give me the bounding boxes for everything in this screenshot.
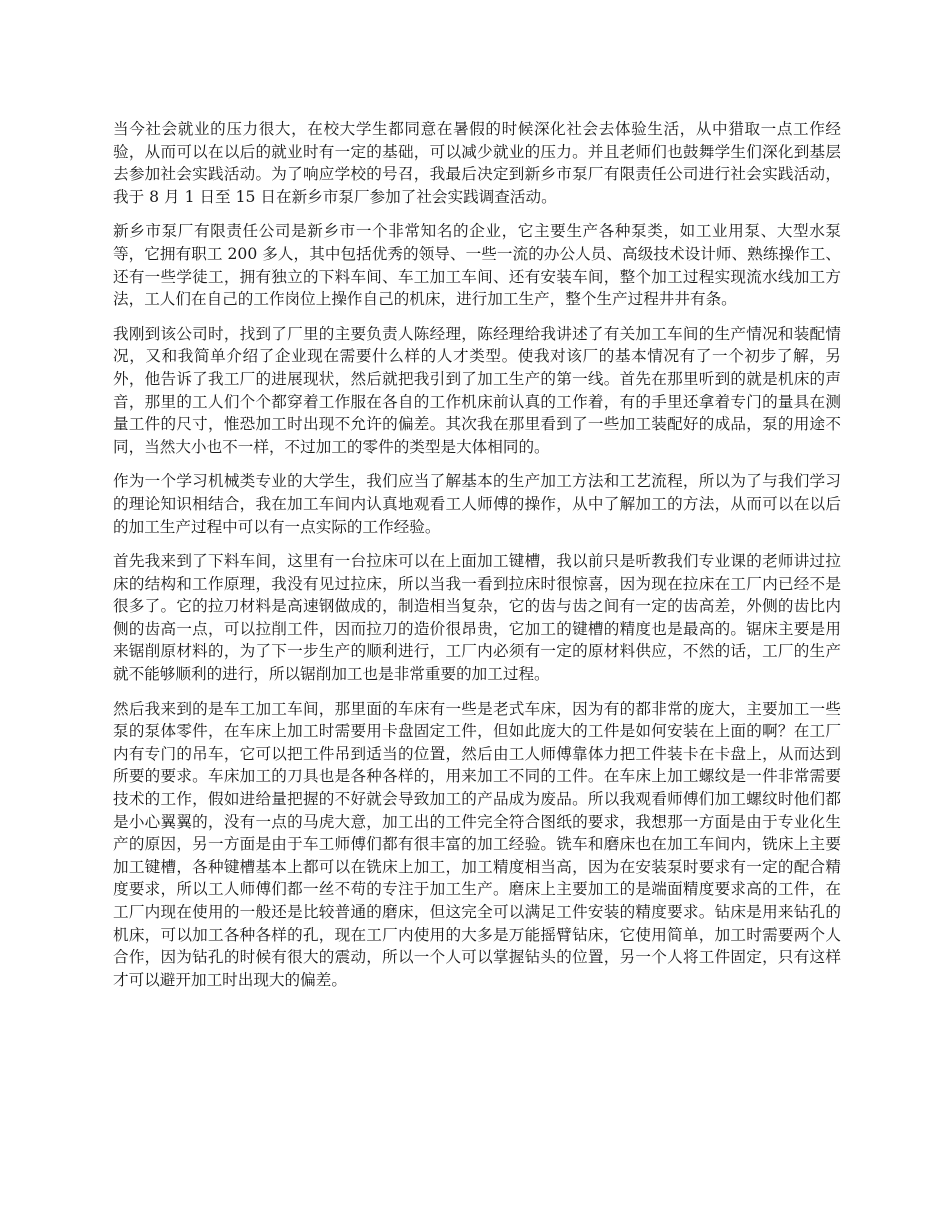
paragraph-purpose: 作为一个学习机械类专业的大学生，我们应当了解基本的生产加工方法和工艺流程，所以为了与我们学习的理论知识相结合，我在加工车间内认真地观看工人师傅的操作，从中了解加工的方法，从而可以在以后的加工生产过程中可以有一点实际的工作经验。 xyxy=(113,472,841,536)
paragraph-arrival: 我刚到该公司时，找到了厂里的主要负责人陈经理，陈经理给我讲述了有关加工车间的生产情况和装配情况，又和我简单介绍了企业现在需要什么样的人才类型。使我对该厂的基本情况有了一个初步了解，另外，他告诉了我工厂的进展现状，然后就把我引到了加工生产的第一线。首先在那里听到的就是机床的声音，那里的工人们个个都穿着工作服在各自的工作机床前认真的工作着，有的手里还拿着专门的量具在测量工件的尺寸，惟恐加工时出现不允许的偏差。其次我在那里看到了一些加工装配好的成品，泵的用途不同，当然大小也不一样，不过加工的零件的类型是大体相同的。 xyxy=(113,324,841,456)
document-body xyxy=(113,118,841,1003)
paragraph-cutting-workshop: 首先我来到了下料车间，这里有一台拉床可以在上面加工键槽，我以前只是听教我们专业课的老师讲过拉床的结构和工作原理，我没有见过拉床，所以当我一看到拉床时很惊喜，因为现在拉床在工厂内已经不是很多了。它的拉刀材料是高速钢做成的，制造相当复杂，它的齿与齿之间有一定的齿高差，外侧的齿比内侧的齿高一点，可以拉削工件，因而拉刀的造价很昂贵，它加工的键槽的精度也是最高的。锯床主要是用来锯削原材料的，为了下一步生产的顺利进行，工厂内必须有一定的原材料供应，不然的话，工厂的生产就不能够顺利的进行，所以锯削加工也是非常重要的加工过程。 xyxy=(113,552,841,684)
paragraph-intro: 当今社会就业的压力很大，在校大学生都同意在暑假的时候深化社会去体验生活，从中猎取一点工作经验，从而可以在以后的就业时有一定的基础，可以减少就业的压力。并且老师们也鼓舞学生们深化到基层去参加社会实践活动。为了响应学校的号召，我最后决定到新乡市泵厂有限责任公司进行社会实践活动，我于 8 月 1 日至 15 日在新乡市泵厂参加了社会实践调查活动。 xyxy=(113,120,841,206)
paragraph-turning-workshop: 然后我来到的是车工加工车间，那里面的车床有一些是老式车床，因为有的都非常的庞大，主要加工一些泵的泵体零件，在车床上加工时需要用卡盘固定工件，但如此庞大的工件是如何安装在上面的啊？在工厂内有专门的吊车，它可以把工件吊到适当的位置，然后由工人师傅靠体力把工件装卡在卡盘上，从而达到所要的要求。车床加工的刀具也是各种各样的，用来加工不同的工件。在车床上加工螺纹是一件非常需要技术的工作，假如进给量把握的不好就会导致加工的产品成为废品。所以我观看师傅们加工螺纹时他们都是小心翼翼的，没有一点的马虎大意，加工出的工件完全符合图纸的要求，我想那一方面是由于专业化生产的原因，另一方面是由于车工师傅们都有很丰富的加工经验。铣车和磨床也在加工车间内，铣床上主要加工键槽，各种键槽基本上都可以在铣床上加工，加工精度相当高，因为在安装泵时要求有一定的配合精度要求，所以工人师傅们都一丝不苟的专注于加工生产。磨床上主要加工的是端面精度要求高的工件，在工厂内现在使用的一般还是比较普通的磨床，但这完全可以满足工件安装的精度要求。钻床是用来钻孔的机床，可以加工各种各样的孔，现在工厂内使用的大多是万能摇臂钻床，它使用简单，加工时需要两个人合作，因为钻孔的时候有很大的震动，所以一个人可以掌握钻头的位置，另一个人将工件固定，只有这样才可以避开加工时出现大的偏差。 xyxy=(113,699,841,989)
paragraph-company: 新乡市泵厂有限责任公司是新乡市一个非常知名的企业，它主要生产各种泵类，如工业用泵、大型水泵等，它拥有职工 200 多人，其中包括优秀的领导、一些一流的办公人员、高级技术设计师、熟练操作工、还有一些学徒工，拥有独立的下料车间、车工加工车间、还有安装车间，整个加工过程实现流水线加工方法，工人们在自己的工作岗位上操作自己的机床，进行加工生产，整个生产过程井井有条。 xyxy=(113,222,841,309)
